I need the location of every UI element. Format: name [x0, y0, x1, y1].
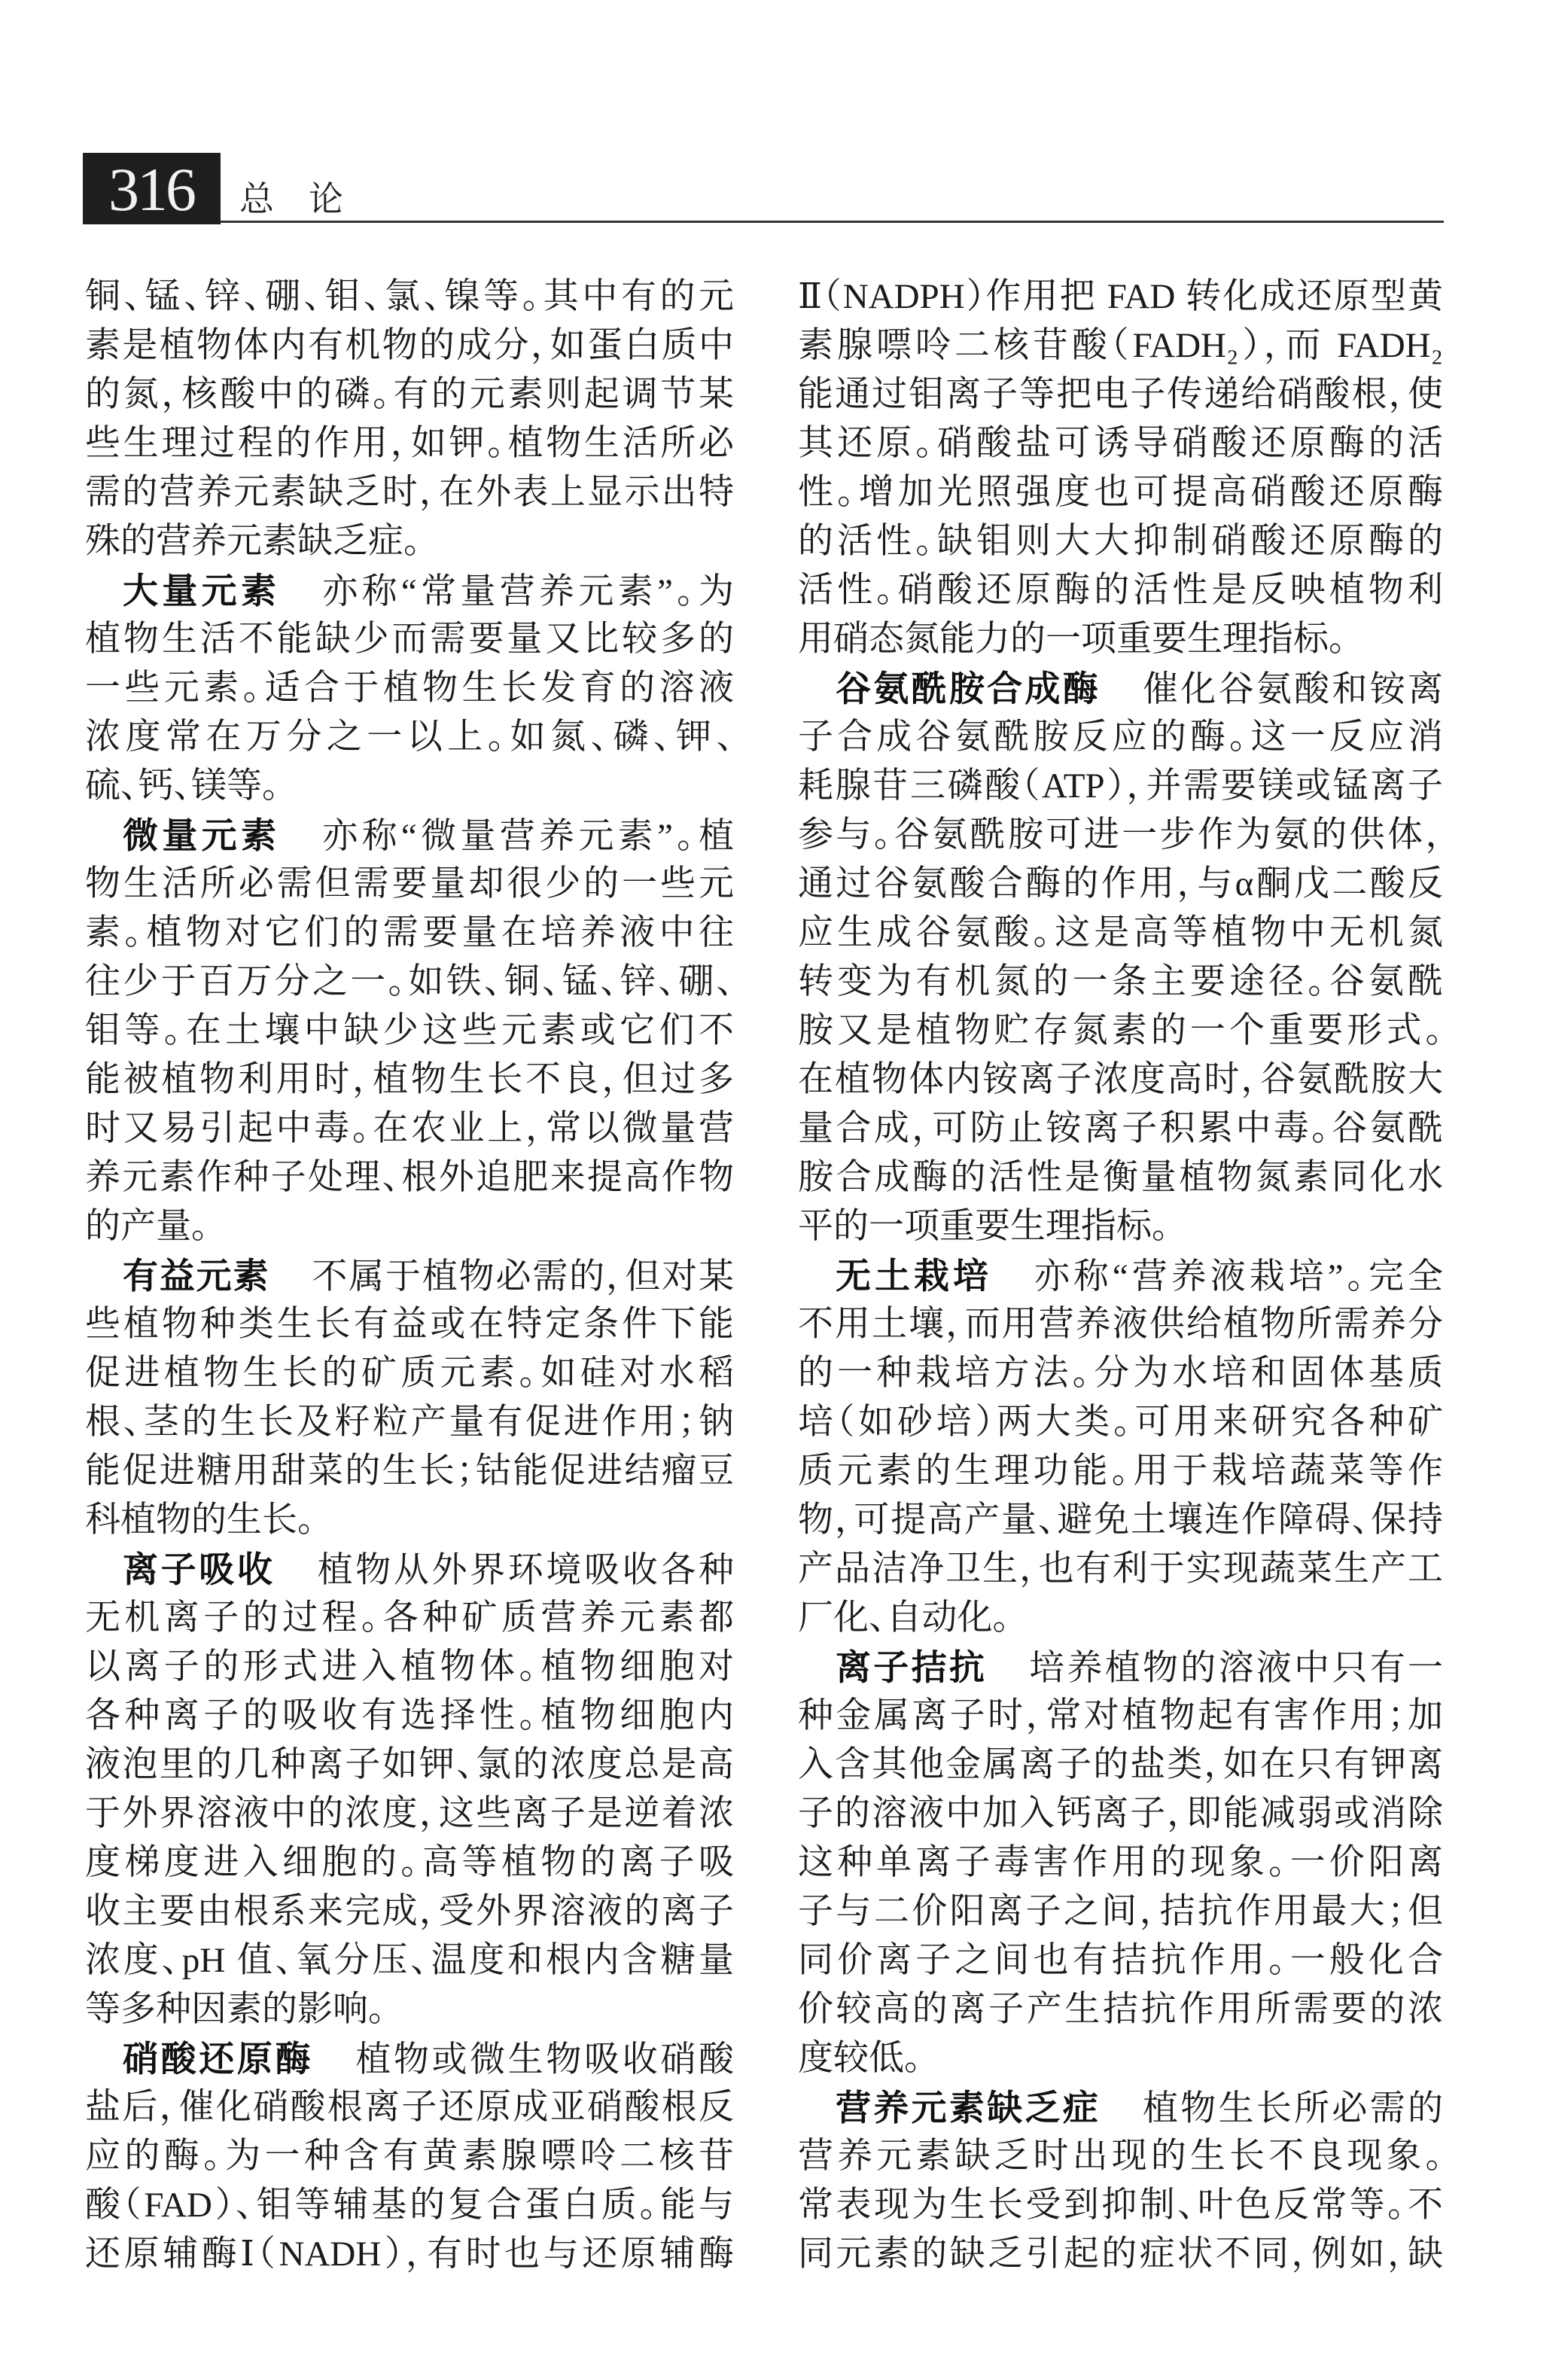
entry-text: 植物或微生物吸收硝酸 — [355, 2040, 735, 2079]
text-line: 参与。谷氨酰胺可进一步作为氨的供体， — [798, 815, 1443, 854]
text-line: 各种离子的吸收有选择性。植物细胞内 — [85, 1696, 734, 1735]
text-line: 这种单离子毒害作用的现象。一价阳离 — [798, 1843, 1443, 1882]
text-line: 价较高的离子产生拮抗作用所需要的浓 — [798, 1990, 1443, 2029]
header-rule — [221, 221, 1444, 223]
entry-term: 离子吸收 — [123, 1549, 276, 1589]
entry-term: 营养元素缺乏症 — [836, 2088, 1101, 2128]
entry-text: 植物从外界环境吸收各种 — [317, 1551, 735, 1590]
text-line: 养元素作种子处理、根外追肥来提高作物 — [85, 1158, 734, 1197]
text-line: 钼等。在土壤中缺少这些元素或它们不 — [85, 1011, 734, 1050]
entry-term: 大量元素 — [123, 571, 281, 611]
entry-term: 硝酸还原酶 — [123, 2039, 314, 2079]
left-column — [85, 273, 734, 2279]
page-number: 316 — [108, 155, 194, 224]
text-line: 的活性。缺钼则大大抑制硝酸还原酶的 — [798, 522, 1443, 561]
entry-text: 不属于植物必需的，但对某 — [312, 1257, 735, 1296]
entry-first-line — [85, 811, 734, 860]
entry-beneficial-elements — [85, 1251, 734, 1545]
text-line: 的产量。 — [85, 1207, 209, 1246]
text-line: 盐后，催化硝酸根离子还原成亚硝酸根反 — [85, 2088, 734, 2127]
entry-text: 亦称“微量营养元素”。植 — [322, 817, 734, 856]
right-column — [798, 273, 1443, 2279]
text-line: 殊的营养元素缺乏症。 — [85, 522, 422, 561]
section-title: 总 论 — [239, 180, 343, 218]
text-line: 不用土壤，而用营养液供给植物所需养分 — [798, 1305, 1443, 1344]
text-line: 胺合成酶的活性是衡量植物氮素同化水 — [798, 1158, 1443, 1197]
entry-term: 无土栽培 — [836, 1256, 992, 1296]
text-line: 厂化、自动化。 — [798, 1598, 1010, 1637]
entry-first-line — [798, 664, 1443, 713]
text-line: 根、茎的生长及籽粒产量有促进作用；钠 — [85, 1403, 734, 1442]
text-line: 量合成，可防止铵离子积累中毒。谷氨酰 — [798, 1109, 1443, 1148]
text-line: 耗腺苷三磷酸（ATP），并需要镁或锰离子 — [798, 766, 1443, 806]
text-line: 于外界溶液中的浓度，这些离子是逆着浓 — [85, 1794, 734, 1833]
text-line: 一些元素。适合于植物生长发育的溶液 — [85, 669, 734, 708]
entry-first-line — [798, 1643, 1443, 1692]
text-line: 转变为有机氮的一条主要途径。谷氨酰 — [798, 962, 1443, 1001]
entry-first-line — [85, 566, 734, 615]
text-line: 子合成谷氨酰胺反应的酶。这一反应消 — [798, 717, 1443, 757]
text-line: 活性。硝酸还原酶的活性是反映植物利 — [798, 571, 1443, 610]
text-line: 物，可提高产量、避免土壤连作障碍、保持 — [798, 1500, 1443, 1540]
entry-continued-text — [85, 273, 734, 566]
text-line: 素。植物对它们的需要量在培养液中往 — [85, 913, 734, 952]
text-line: 植物生活不能缺少而需要量又比较多的 — [85, 620, 734, 659]
entry-nitrate-reductase-continued — [798, 273, 1443, 664]
text-line: 些植物种类生长有益或在特定条件下能 — [85, 1305, 734, 1344]
text-line: 往少于百万分之一。如铁、铜、锰、锌、硼、 — [85, 962, 734, 1001]
text-line: 无机离子的过程。各种矿质营养元素都 — [85, 1598, 734, 1637]
text-line: 用硝态氮能力的一项重要生理指标。 — [798, 620, 1347, 659]
text-line: 以离子的形式进入植物体。植物细胞对 — [85, 1647, 734, 1686]
page-number-box — [83, 153, 221, 224]
text-line: 素腺嘌呤二核苷酸（FADH₂），而 FADH₂ — [798, 326, 1443, 365]
entry-first-line — [85, 1251, 734, 1300]
text-line: 度梯度进入细胞的。高等植物的离子吸 — [85, 1843, 734, 1882]
entry-text: 亦称“营养液栽培”。完全 — [1034, 1257, 1443, 1296]
text-line: 培（如砂培）两大类。可用来研究各种矿 — [798, 1403, 1443, 1442]
entry-term: 谷氨酰胺合成酶 — [836, 669, 1101, 708]
entry-ion-absorption — [85, 1545, 734, 2034]
entry-first-line — [798, 1251, 1443, 1300]
text-line: Ⅱ（NADPH）作用把 FAD 转化成还原型黄 — [798, 277, 1443, 316]
entry-text: 植物生长所必需的 — [1143, 2089, 1443, 2128]
text-line: 铜、锰、锌、硼、钼、氯、镍等。其中有的元 — [85, 277, 734, 316]
text-line: 浓度、pH 值、氧分压、温度和根内含糖量 — [85, 1941, 734, 1980]
text-line: 产品洁净卫生，也有利于实现蔬菜生产工 — [798, 1549, 1443, 1589]
entry-text: 培养植物的溶液中只有一 — [1029, 1649, 1444, 1688]
text-line: 平的一项重要生理指标。 — [798, 1207, 1170, 1246]
entry-first-line — [85, 2034, 734, 2083]
entry-term: 有益元素 — [123, 1256, 270, 1296]
entry-macroelements — [85, 566, 734, 811]
entry-ion-antagonism — [798, 1643, 1443, 2083]
text-line: 能促进糖用甜菜的生长；钴能促进结瘤豆 — [85, 1452, 734, 1491]
entry-soilless-culture — [798, 1251, 1443, 1643]
text-line: 酸（FAD）、钼等辅基的复合蛋白质。能与 — [85, 2186, 734, 2225]
text-line: 需的营养元素缺乏时，在外表上显示出特 — [85, 473, 734, 512]
text-line: 能被植物利用时，植物生长不良，但过多 — [85, 1060, 734, 1099]
entry-first-line — [85, 1545, 734, 1594]
entry-text: 亦称“常量营养元素”。为 — [322, 572, 734, 611]
text-line: 时又易引起中毒。在农业上，常以微量营 — [85, 1109, 734, 1148]
text-line: 常表现为生长受到抑制、叶色反常等。不 — [798, 2186, 1443, 2225]
entry-glutamine-synthetase — [798, 664, 1443, 1251]
text-line: 子的溶液中加入钙离子，即能减弱或消除 — [798, 1794, 1443, 1833]
text-line: 些生理过程的作用，如钾。植物生活所必 — [85, 424, 734, 463]
text-line: 同价离子之间也有拮抗作用。一般化合 — [798, 1941, 1443, 1980]
text-line: 浓度常在万分之一以上。如氮、磷、钾、 — [85, 717, 734, 757]
text-line: 硫、钙、镁等。 — [85, 766, 280, 806]
text-line: 其还原。硝酸盐可诱导硝酸还原酶的活 — [798, 424, 1443, 463]
text-line: 应生成谷氨酸。这是高等植物中无机氮 — [798, 913, 1443, 952]
entry-text: 催化谷氨酸和铵离 — [1143, 670, 1443, 709]
text-line: 能通过钼离子等把电子传递给硝酸根，使 — [798, 375, 1443, 414]
entry-microelements — [85, 811, 734, 1251]
text-line: 等多种因素的影响。 — [85, 1990, 386, 2029]
text-line: 科植物的生长。 — [85, 1500, 315, 1540]
text-line: 物生活所必需但需要量却很少的一些元 — [85, 864, 734, 903]
text-line: 质元素的生理功能。用于栽培蔬菜等作 — [798, 1452, 1443, 1491]
entry-nitrate-reductase — [85, 2034, 734, 2279]
text-line: 性。增加光照强度也可提高硝酸还原酶 — [798, 473, 1443, 512]
text-line: 子与二价阳离子之间，拮抗作用最大；但 — [798, 1892, 1443, 1931]
text-line: 度较低。 — [798, 2039, 922, 2078]
text-line: 入含其他金属离子的盐类，如在只有钾离 — [798, 1745, 1443, 1784]
entry-term: 微量元素 — [123, 815, 281, 855]
text-line: 同元素的缺乏引起的症状不同，例如，缺 — [798, 2234, 1443, 2274]
text-line: 通过谷氨酸合酶的作用，与α酮戊二酸反 — [798, 864, 1443, 903]
text-line: 还原辅酶Ⅰ（NADH），有时也与还原辅酶 — [85, 2234, 734, 2274]
text-line: 应的酶。为一种含有黄素腺嘌呤二核苷 — [85, 2137, 734, 2176]
text-line: 的一种栽培方法。分为水培和固体基质 — [798, 1354, 1443, 1393]
text-line: 的氮，核酸中的磷。有的元素则起调节某 — [85, 375, 734, 414]
entry-nutrient-deficiency-symptom — [798, 2083, 1443, 2279]
text-line: 收主要由根系来完成，受外界溶液的离子 — [85, 1892, 734, 1931]
text-line: 种金属离子时，常对植物起有害作用；加 — [798, 1696, 1443, 1735]
text-line: 在植物体内铵离子浓度高时，谷氨酰胺大 — [798, 1060, 1443, 1099]
text-line: 营养元素缺乏时出现的生长不良现象。 — [798, 2137, 1443, 2176]
text-line: 促进植物生长的矿质元素。如硅对水稻 — [85, 1354, 734, 1393]
text-line: 胺又是植物贮存氮素的一个重要形式。 — [798, 1011, 1443, 1050]
entry-term: 离子拮抗 — [836, 1647, 988, 1687]
text-line: 素是植物体内有机物的成分，如蛋白质中 — [85, 326, 734, 365]
text-line: 液泡里的几种离子如钾、氯的浓度总是高 — [85, 1745, 734, 1784]
entry-first-line — [798, 2083, 1443, 2132]
